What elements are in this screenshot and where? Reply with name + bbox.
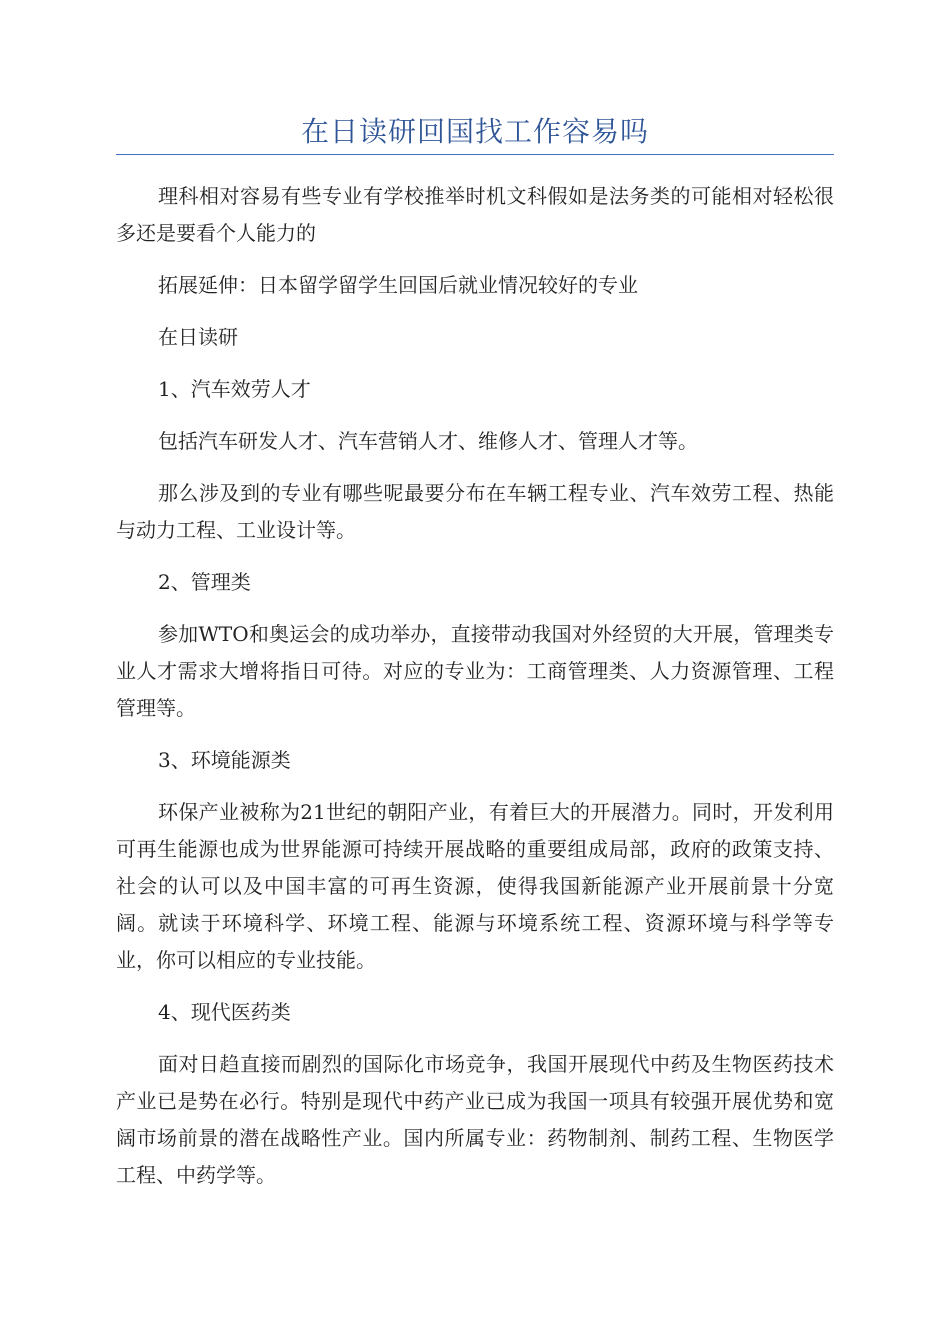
paragraph: 环保产业被称为21世纪的朝阳产业，有着巨大的开展潜力。同时，开发利用可再生能源也成为世界能源可持续开展战略的重要组成局部，政府的政策支持、社会的认可以及中国丰富的可再生资源，使得我国新能源产业开展前景十分宽阔。就读于环境科学、环境工程、能源与环境系统工程、资源环境与科学等专业，你可以相应的专业技能。 <box>116 800 834 972</box>
document-title: 在日读研回国找工作容易吗 <box>300 115 649 148</box>
section-heading: 1、汽车效劳人才 <box>158 377 311 401</box>
section-heading: 4、现代医药类 <box>158 1000 291 1024</box>
section-heading: 3、环境能源类 <box>158 748 291 772</box>
paragraph: 理科相对容易有些专业有学校推举时机文科假如是法务类的可能相对轻松很多还是要看个人能力的 <box>116 184 834 245</box>
paragraph: 面对日趋直接而剧烈的国际化市场竞争，我国开展现代中药及生物医药技术产业已是势在必行。特别是现代中药产业已成为我国一项具有较强开展优势和宽阔市场前景的潜在战略性产业。国内所属专业：药物制剂、制药工程、生物医学工程、中药学等。 <box>116 1052 834 1187</box>
paragraph: 拓展延伸：日本留学留学生回国后就业情况较好的专业 <box>158 273 638 297</box>
paragraph: 在日读研 <box>158 325 238 349</box>
section-heading: 2、管理类 <box>158 570 251 594</box>
paragraph: 那么涉及到的专业有哪些呢最要分布在车辆工程专业、汽车效劳工程、热能与动力工程、工业设计等。 <box>116 481 834 542</box>
paragraph: 参加WTO和奥运会的成功举办，直接带动我国对外经贸的大开展，管理类专业人才需求大增将指日可待。对应的专业为：工商管理类、人力资源管理、工程管理等。 <box>116 622 834 720</box>
title-underline <box>116 154 834 155</box>
document-body <box>116 178 834 1209</box>
paragraph: 包括汽车研发人才、汽车营销人才、维修人才、管理人才等。 <box>158 429 698 453</box>
